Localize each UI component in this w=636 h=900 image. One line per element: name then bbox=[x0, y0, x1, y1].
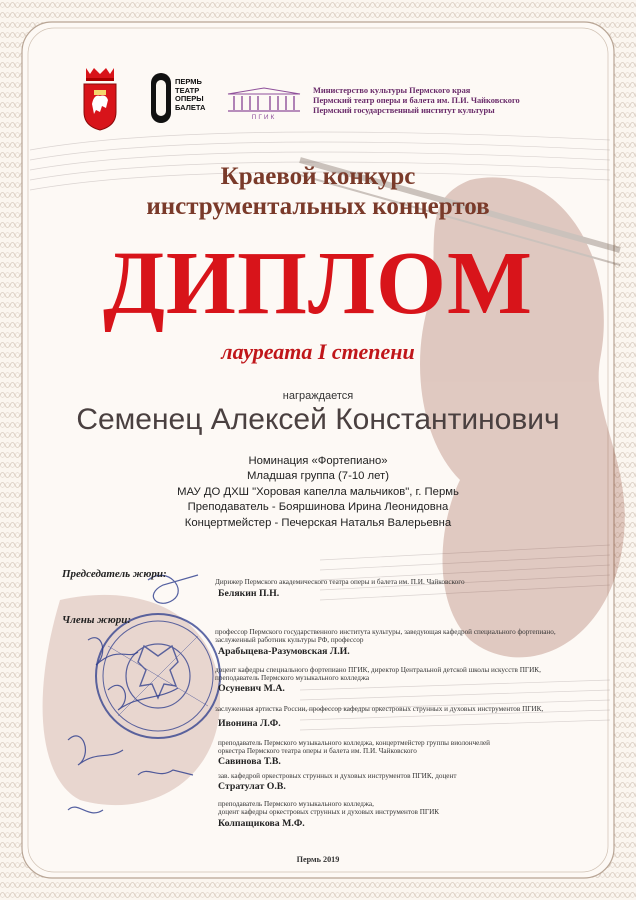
opera-theatre-logo bbox=[150, 72, 206, 126]
theatre-logo-line: ТЕАТР bbox=[175, 85, 200, 95]
contest-title-line2: инструментальных концертов bbox=[146, 193, 490, 220]
recipient-details bbox=[0, 454, 636, 531]
laureate-degree: лауреата I степени bbox=[221, 339, 415, 364]
place-year: Пермь 2019 bbox=[296, 855, 340, 864]
jury-position: доцент кафедры специального фортепиано ПГИК, директор Центральной детской школы искусств ПГИК, bbox=[215, 666, 541, 674]
theatre-logo-line: БАЛЕТА bbox=[175, 102, 206, 112]
detail-line: Концертмейстер - Печерская Наталья Валерьевна bbox=[184, 516, 452, 529]
jury-position: преподаватель Пермского музыкального колледжа bbox=[215, 674, 370, 682]
jury-position: заслуженная артистка России, профессор кафедры оркестровых струнных и духовых инструментов ПГИК, bbox=[215, 705, 544, 713]
jury-name: Колпащикова М.Ф. bbox=[218, 818, 305, 829]
theatre-logo-line: ПЕРМЬ bbox=[175, 77, 202, 86]
jury-position: оркестра Пермского театра оперы и балета им. П.И. Чайковского bbox=[218, 747, 417, 755]
theatre-logo-line: ОПЕРЫ bbox=[175, 94, 204, 104]
jury-position: зав. кафедрой оркестровых струнных и духовых инструментов ПГИК, доцент bbox=[218, 772, 457, 780]
organizer-line: Пермский театр оперы и балета им. П.И. Чайковского bbox=[313, 96, 520, 105]
jury-position: профессор Пермского государственного института культуры, заведующая кафедрой специального фортепиано, bbox=[215, 628, 556, 636]
detail-line: Номинация «Фортепиано» bbox=[248, 455, 388, 467]
jury-name: Стратулат О.В. bbox=[218, 781, 286, 792]
awarded-label: награждается bbox=[282, 390, 354, 402]
detail-line: Преподаватель - Бояршинова Ирина Леонидовна bbox=[187, 501, 449, 514]
jury-members-label: Члены жюри: bbox=[62, 614, 132, 626]
jury-position: заслуженный работник культуры РФ, профессор bbox=[215, 636, 364, 644]
jury-name: Осуневич М.А. bbox=[218, 683, 285, 694]
organizer-line: Пермский государственный институт культуры bbox=[313, 106, 495, 115]
jury-position: доцент кафедры оркестровых струнных и духовых инструментов ПГИК bbox=[218, 808, 440, 816]
jury-position: преподаватель Пермского музыкального колледжа, bbox=[218, 800, 374, 808]
detail-line: МАУ ДО ДХШ "Хоровая капелла мальчиков", г. Пермь bbox=[177, 485, 459, 498]
perm-coat-of-arms-icon bbox=[80, 64, 120, 134]
jury-name: Савинова Т.В. bbox=[218, 756, 281, 767]
jury-name: Белякин П.Н. bbox=[218, 588, 280, 599]
organizers-block bbox=[313, 86, 613, 116]
recipient-name: Семенец Алексей Константинович bbox=[76, 403, 560, 436]
jury-name: Ивонина Л.Ф. bbox=[218, 718, 281, 729]
institute-logo-text: ПГИК bbox=[251, 114, 277, 121]
institute-logo bbox=[226, 86, 302, 126]
organizer-line: Министерство культуры Пермского края bbox=[313, 86, 471, 95]
contest-title bbox=[0, 162, 636, 222]
jury-chair-label: Председатель жюри: bbox=[62, 568, 167, 580]
jury-position: преподаватель Пермского музыкального колледжа, концертмейстер группы виолончелей bbox=[218, 739, 490, 747]
contest-title-line1: Краевой конкурс bbox=[220, 163, 416, 190]
jury-name: Арабыцева-Разумовская Л.И. bbox=[218, 646, 350, 657]
detail-line: Младшая группа (7-10 лет) bbox=[246, 470, 389, 483]
diploma-title: ДИПЛОМ bbox=[103, 234, 533, 333]
jury-position: Дирижер Пермского академического театра оперы и балета им. П.И. Чайковского bbox=[215, 578, 465, 586]
